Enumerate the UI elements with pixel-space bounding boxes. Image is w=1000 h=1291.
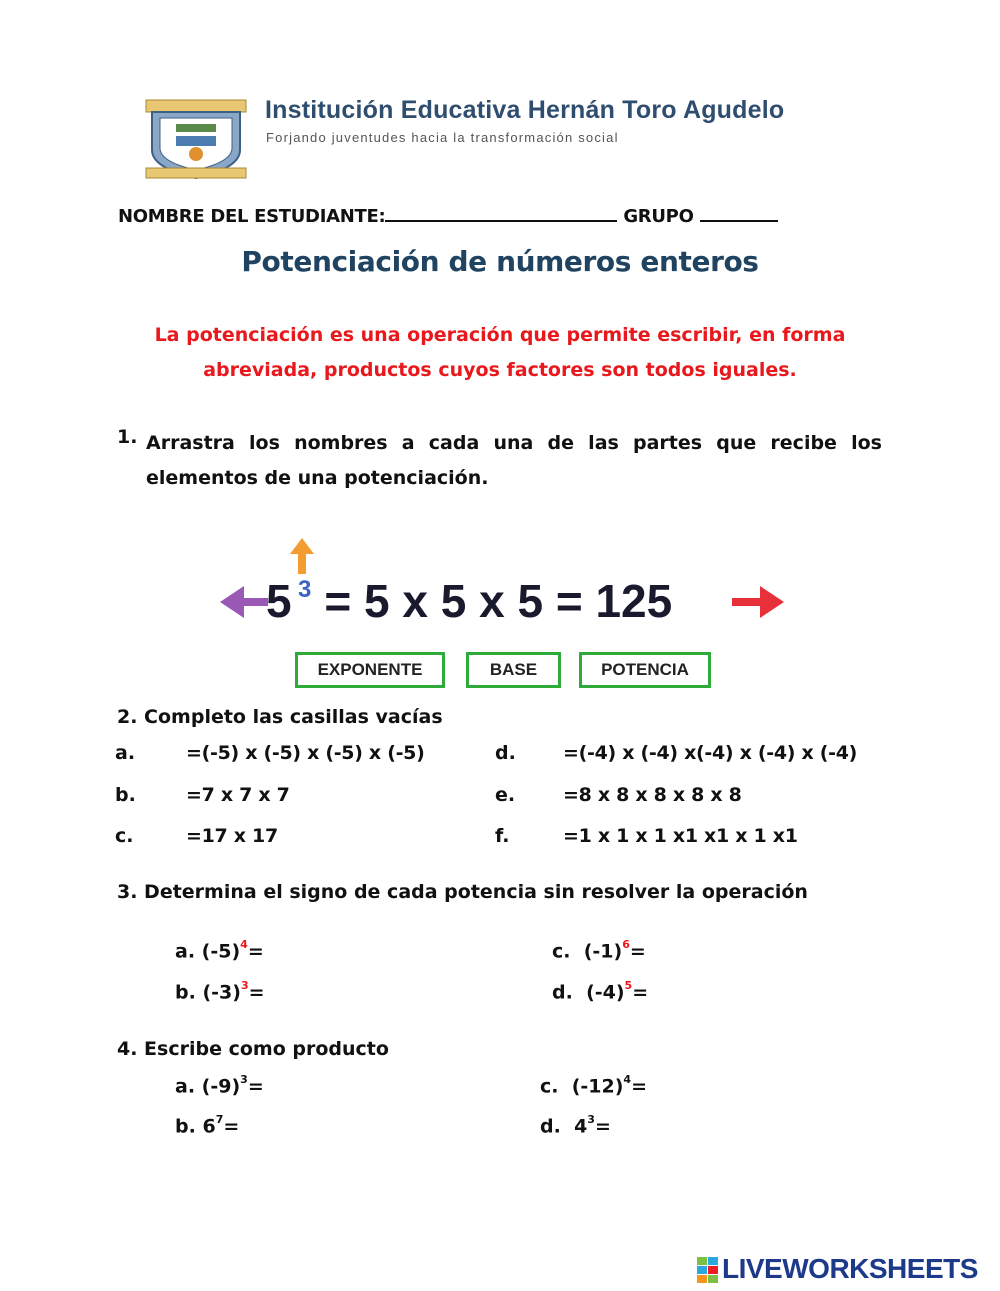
q2-item-b-expr: =7 x 7 x 7 — [186, 784, 290, 806]
q3-item-c-exp: 6 — [622, 938, 630, 951]
student-info-line — [118, 206, 778, 227]
school-name: Institución Educativa Hernán Toro Agudelo — [265, 96, 785, 124]
definition-line-2: abreviada, productos cuyos factores son todos iguales. — [203, 359, 797, 381]
drag-label-potencia[interactable]: POTENCIA — [579, 652, 711, 688]
drag-label-exponente[interactable]: EXPONENTE — [295, 652, 445, 688]
q4-item-b-base: 6 — [202, 1115, 216, 1138]
q4-item-c-label: c. — [540, 1075, 559, 1098]
q4-item-c-base: (-12) — [571, 1075, 624, 1098]
q2-item-d-expr: =(-4) x (-4) x(-4) x (-4) x (-4) — [563, 742, 858, 764]
q2-item-b-label: b. — [115, 784, 136, 806]
q4-item-b — [175, 1115, 239, 1137]
liveworksheets-brand: LIVEWORKSHEETS — [722, 1253, 978, 1284]
liveworksheets-logo-icon — [697, 1257, 719, 1283]
q4-item-d-equals: = — [594, 1115, 611, 1138]
question-1-line-1: Arrastra los nombres a cada una de las partes que recibe los — [146, 432, 882, 454]
q4-item-b-exp: 7 — [215, 1113, 224, 1126]
question-1-line-2: elementos de una potenciación. — [146, 467, 489, 489]
q3-item-b-equals: = — [248, 981, 265, 1004]
question-1-number: 1. — [117, 426, 138, 448]
q2-item-c-label: c. — [115, 825, 134, 847]
q3-item-c-label: c. — [552, 940, 571, 963]
q2-item-f-expr: =1 x 1 x 1 x1 x1 x 1 x1 — [563, 825, 798, 847]
q3-item-d-base: (-4) — [586, 981, 625, 1004]
q3-item-c — [552, 940, 646, 962]
q2-item-a-label: a. — [115, 742, 136, 764]
exponent-arrow-icon — [290, 538, 314, 574]
school-motto: Forjando juventudes hacia la transformación social — [266, 130, 619, 145]
q2-item-e-expr: =8 x 8 x 8 x 8 x 8 — [563, 784, 742, 806]
power-base[interactable]: 5 — [266, 575, 292, 627]
q4-item-c — [540, 1075, 647, 1097]
q4-item-a-label: a. — [175, 1075, 196, 1098]
q4-item-d — [540, 1115, 611, 1137]
q4-item-d-label: d. — [540, 1115, 561, 1138]
group-blank[interactable] — [700, 208, 778, 222]
q3-item-c-base: (-1) — [583, 940, 623, 963]
definition-text — [120, 318, 880, 388]
question-4-title: 4. Escribe como producto — [117, 1038, 389, 1060]
q3-item-b-base: (-3) — [202, 981, 241, 1004]
q4-item-d-exp: 3 — [587, 1113, 595, 1126]
student-name-label: NOMBRE DEL ESTUDIANTE: — [118, 206, 386, 227]
q4-item-d-base: 4 — [574, 1115, 588, 1138]
student-name-blank[interactable] — [385, 208, 617, 222]
question-2-title: 2. Completo las casillas vacías — [117, 706, 443, 728]
question-2-grid — [0, 742, 1000, 862]
q3-item-d-equals: = — [632, 981, 649, 1004]
q2-item-c-expr: =17 x 17 — [186, 825, 278, 847]
q4-item-b-label: b. — [175, 1115, 196, 1138]
q3-item-a-label: a. — [175, 940, 196, 963]
q4-item-a-exp: 3 — [240, 1073, 248, 1086]
q3-item-d — [552, 981, 648, 1003]
q3-item-b-exp: 3 — [240, 979, 249, 992]
power-expression — [266, 574, 672, 628]
q4-item-c-exp: 4 — [623, 1073, 632, 1086]
group-label: GRUPO — [623, 206, 694, 227]
drag-label-base[interactable]: BASE — [466, 652, 561, 688]
q3-item-a — [175, 940, 264, 962]
power-expansion[interactable]: = 5 x 5 x 5 = 125 — [311, 575, 673, 627]
school-crest-logo — [138, 98, 254, 182]
q4-item-b-equals: = — [223, 1115, 240, 1138]
q3-item-a-base: (-5) — [201, 940, 241, 963]
power-exponent[interactable]: 3 — [298, 576, 312, 603]
q4-item-c-equals: = — [631, 1075, 647, 1098]
q2-item-d-label: d. — [495, 742, 516, 764]
q3-item-a-equals: = — [247, 940, 264, 963]
page-title: Potenciación de números enteros — [241, 245, 759, 278]
definition-line-1: La potenciación es una operación que permite escribir, en forma — [154, 324, 846, 346]
q2-item-f-label: f. — [495, 825, 510, 847]
question-3-title: 3. Determina el signo de cada potencia sin resolver la operación — [117, 881, 808, 903]
power-arrow-icon — [732, 586, 784, 618]
q2-item-e-label: e. — [495, 784, 516, 806]
q3-item-a-exp: 4 — [240, 938, 248, 951]
q3-item-d-label: d. — [552, 981, 573, 1004]
q3-item-c-equals: = — [629, 940, 646, 963]
q4-item-a — [175, 1075, 264, 1097]
q3-item-b-label: b. — [175, 981, 196, 1004]
q2-item-a-expr: =(-5) x (-5) x (-5) x (-5) — [186, 742, 425, 764]
q4-item-a-equals: = — [247, 1075, 264, 1098]
q4-item-a-base: (-9) — [201, 1075, 241, 1098]
q3-item-d-exp: 5 — [624, 979, 633, 992]
question-1-text — [146, 426, 882, 496]
q3-item-b — [175, 981, 265, 1003]
base-arrow-icon — [220, 586, 268, 618]
